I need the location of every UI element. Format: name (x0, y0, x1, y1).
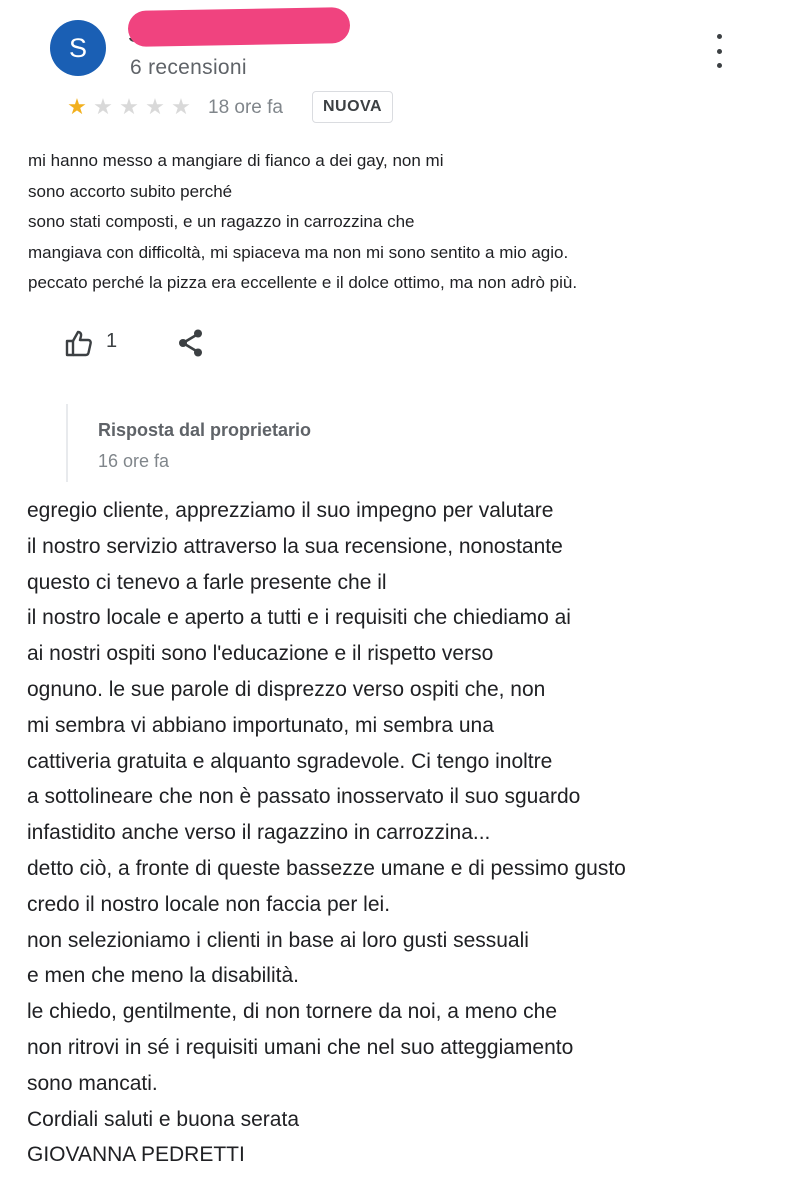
review-count[interactable]: 6 recensioni (130, 56, 247, 79)
reply-line: il nostro locale e aperto a tutti e i requisiti che chiediamo ai (27, 606, 571, 630)
star-empty-icon: ★ (119, 94, 139, 119)
reply-line: egregio cliente, apprezziamo il suo impegno per valutare (27, 499, 554, 522)
reply-line: ognuno. le sue parole di disprezzo verso ospiti che, non (27, 677, 546, 701)
like-count: 1 (106, 330, 118, 352)
avatar[interactable] (50, 20, 106, 76)
reply-line: GIOVANNA PEDRETTI (27, 1143, 245, 1167)
reply-line: ai nostri ospiti sono l'educazione e il rispetto verso (27, 642, 494, 666)
review-line: sono stati composti, e un ragazzo in carrozzina che (28, 212, 415, 232)
name-redaction (128, 7, 351, 47)
review-line: peccato perché la pizza era eccellente e il dolce ottimo, ma non adrò più. (28, 273, 578, 293)
owner-reply-time: 16 ore fa (98, 451, 170, 471)
reply-line: a sottolineare che non è passato inosservato il suo sguardo (27, 785, 581, 809)
reply-line: questo ci tenevo a farle presente che il (27, 570, 387, 594)
review-line: sono accorto subito perché (28, 181, 233, 201)
star-empty-icon: ★ (171, 94, 191, 119)
reply-divider (66, 404, 68, 482)
reply-line: credo il nostro locale non faccia per lei. (27, 892, 391, 916)
review-time: 18 ore fa (208, 97, 283, 118)
reply-line: non selezioniamo i clienti in base ai loro gusti sessuali (27, 928, 529, 952)
reply-line: Cordiali saluti e buona serata (27, 1107, 299, 1131)
new-badge: NUOVA (312, 91, 393, 123)
star-rating (64, 94, 194, 120)
thumbs-up-icon[interactable] (64, 328, 94, 358)
review-text (28, 146, 798, 299)
reply-line: mi sembra vi abbiano importunato, mi sembra una (27, 713, 494, 737)
reply-line: e men che meno la disabilità. (27, 964, 299, 988)
review-line: mi hanno messo a mangiare di fianco a dei gay, non mi (28, 151, 444, 170)
reply-line: detto ciò, a fronte di queste bassezze umane e di pessimo gusto (27, 856, 626, 880)
owner-reply-title: Risposta dal proprietario (98, 420, 312, 440)
share-icon[interactable] (175, 327, 207, 359)
reply-line: infastidito anche verso il ragazzino in carrozzina... (27, 821, 491, 845)
reply-line: le chiedo, gentilmente, di non tornere da noi, a meno che (27, 1000, 558, 1024)
star-filled-icon: ★ (67, 94, 87, 119)
reply-line: cattiveria gratuita e alquanto sgradevole. Ci tengo inoltre (27, 749, 553, 773)
reply-line: il nostro servizio attraverso la sua recensione, nonostante (27, 534, 563, 558)
owner-reply-text (27, 493, 800, 1173)
review-line: mangiava con difficoltà, mi spiaceva ma non mi sono sentito a mio agio. (28, 242, 569, 262)
star-empty-icon: ★ (145, 94, 165, 119)
reply-line: non ritrovi in sé i requisiti umani che nel suo atteggiamento (27, 1035, 574, 1059)
star-empty-icon: ★ (93, 94, 113, 119)
reply-line: sono mancati. (27, 1071, 158, 1095)
avatar-letter: S (68, 32, 87, 63)
more-options-icon[interactable] (712, 34, 726, 68)
